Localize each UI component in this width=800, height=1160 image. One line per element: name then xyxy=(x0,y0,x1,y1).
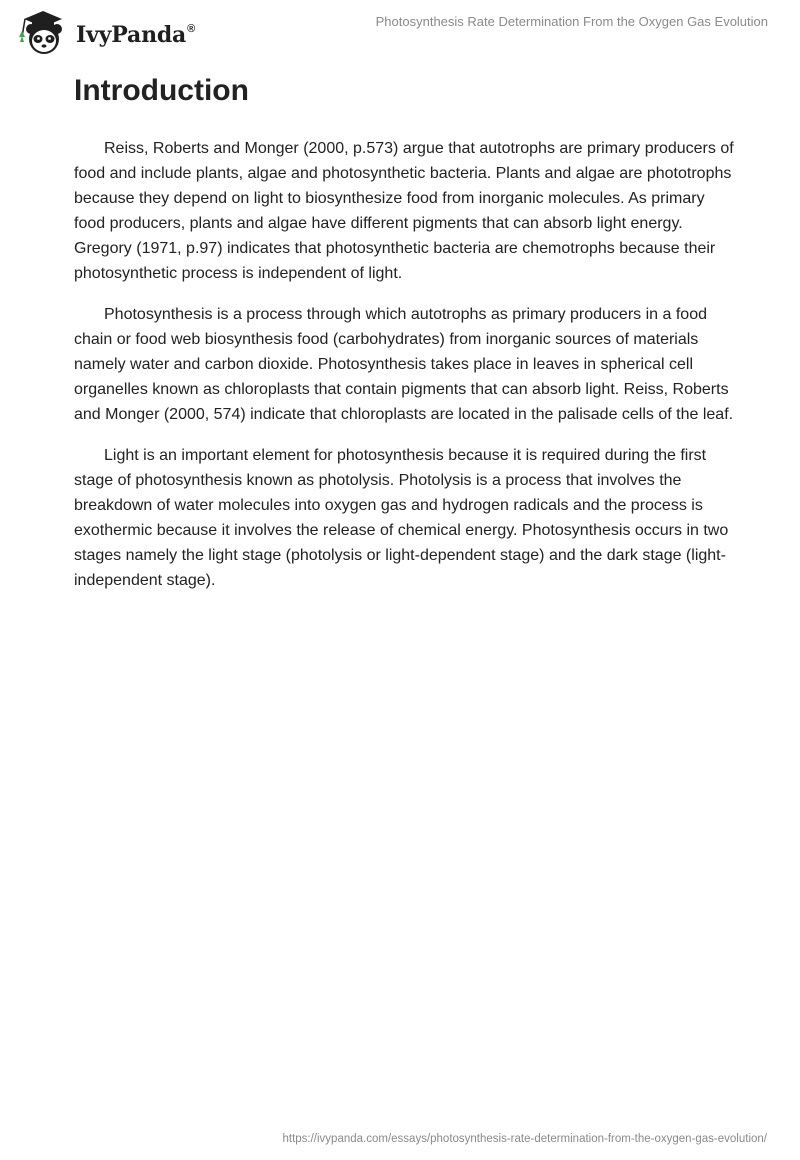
source-url[interactable]: https://ivypanda.com/essays/photosynthesis-rate-determination-from-the-oxygen-gas-evolution/ xyxy=(282,1133,767,1145)
section-heading: Introduction xyxy=(74,74,249,107)
page-header xyxy=(0,0,800,70)
essay-body xyxy=(74,72,734,609)
paragraph: Light is an important element for photosynthesis because it is required during the first stage of photosynthesis known as photolysis. Photolysis is a process that involves the breakdown of water molecules into oxygen gas and hydrogen radicals and the process is exothermic because it involves the release of chemical energy. Photosynthesis occurs in two stages namely the light stage (photolysis or light-dependent stage) and the dark stage (light-independent stage). xyxy=(74,447,729,589)
paragraph: Photosynthesis is a process through which autotrophs as primary producers in a food chain or food web biosynthesis food (carbohydrates) from inorganic sources of materials namely water and carbon dioxide. Photosynthesis takes place in leaves in spherical cell organelles known as chloroplasts that contain pigments that can absorb light. Reiss, Roberts and Monger (2000, 574) indicate that chloroplasts are located in the palisade cells of the leaf. xyxy=(74,306,734,423)
registered-mark: ® xyxy=(187,23,196,35)
document-title: Photosynthesis Rate Determination From the Oxygen Gas Evolution xyxy=(375,14,768,29)
panda-graduate-icon xyxy=(14,7,72,57)
brand-name: IvyPanda® xyxy=(76,22,196,48)
ivypanda-logo[interactable] xyxy=(14,7,195,57)
paragraph: Reiss, Roberts and Monger (2000, p.573) argue that autotrophs are primary producers of food and include plants, algae and photosynthetic bacteria. Plants and algae are phototrophs because they depend on light to biosynthesize food from inorganic molecules. As primary food producers, plants and algae have different pigments that can absorb light energy. Gregory (1971, p.97) indicates that photosynthetic bacteria are chemotrophs because their photosynthetic process is independent of light. xyxy=(74,140,734,282)
